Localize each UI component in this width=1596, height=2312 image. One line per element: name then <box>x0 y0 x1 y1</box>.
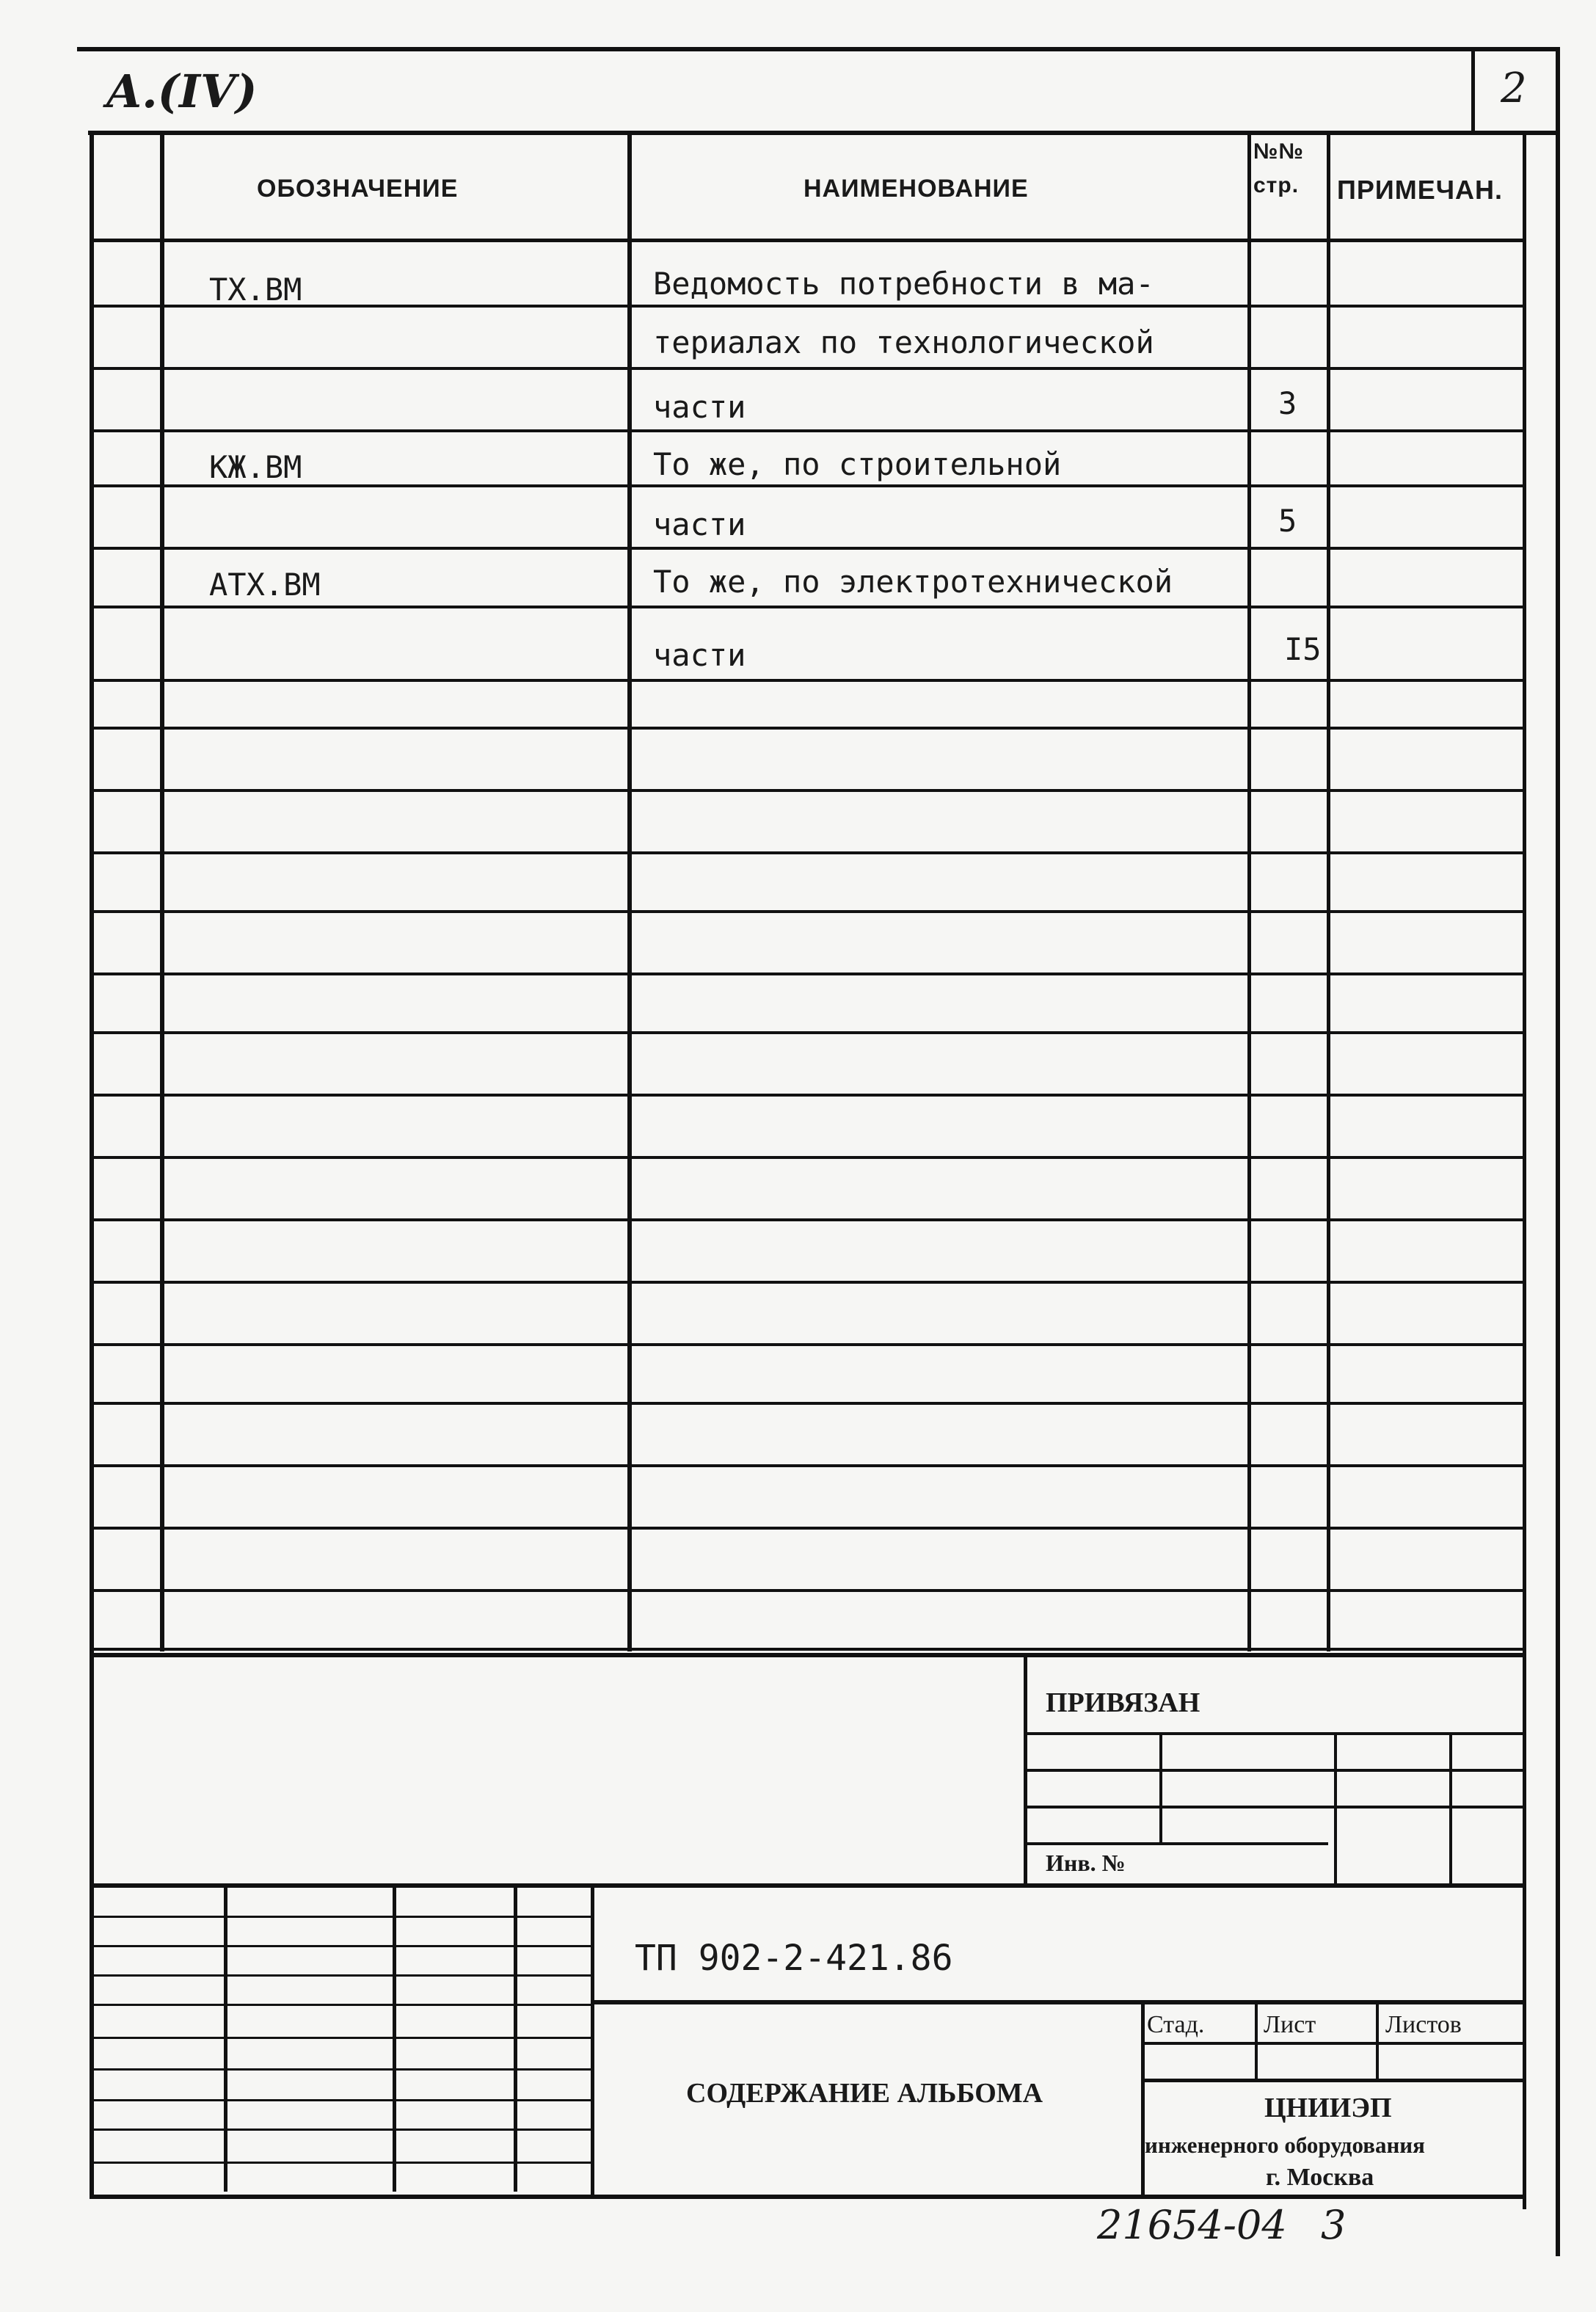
archive-sheet: 3 <box>1321 2202 1347 2248</box>
table-row-line <box>90 973 1526 975</box>
table-row-line <box>90 1094 1526 1097</box>
privyazan-line-3 <box>1027 1806 1523 1808</box>
album-code: A.(IV) <box>106 65 258 118</box>
stamp-left-col-4 <box>591 1883 594 2199</box>
stamp-row-line <box>90 1945 594 1947</box>
privyazan-line-2 <box>1027 1769 1523 1772</box>
stamp-top-line <box>90 1653 1526 1657</box>
row-5-page: 5 <box>1278 503 1297 539</box>
row-6-designation: АТХ.ВМ <box>209 567 321 603</box>
table-row-line <box>90 1464 1526 1467</box>
col-divider-1 <box>160 132 164 1651</box>
row-2-name: териалах по технологической <box>653 324 1154 360</box>
stamp-row-line <box>90 2068 594 2071</box>
stamp-bottom-line <box>90 2195 1526 2199</box>
table-row-line <box>90 1527 1526 1530</box>
table-row-line <box>90 1402 1526 1405</box>
stage-col-1 <box>1255 2002 1258 2082</box>
project-code: ТП 902-2-421.86 <box>635 1938 953 1979</box>
privyazan-col-3 <box>1449 1732 1452 1886</box>
row-5-name: части <box>653 506 746 542</box>
table-row-line <box>90 679 1526 682</box>
row-7-page: I5 <box>1284 631 1322 667</box>
org-department: инженерного оборудования <box>1145 2132 1425 2158</box>
sheet-label: Лист <box>1264 2011 1316 2038</box>
designation-header: ОБОЗНАЧЕНИЕ <box>257 175 459 203</box>
stage-label: Стад. <box>1147 2011 1205 2038</box>
stage-row-bottom-line <box>1141 2042 1526 2045</box>
row-4-name: То же, по строительной <box>653 446 1062 482</box>
stage-values-bottom-line <box>1141 2079 1526 2082</box>
row-6-name: То же, по электротехнической <box>653 564 1173 600</box>
table-row-line <box>90 429 1526 432</box>
table-row-line <box>90 727 1526 730</box>
inv-line <box>1027 1842 1328 1845</box>
col-divider-3 <box>1247 132 1251 1651</box>
archive-number: 21654-04 <box>1097 2202 1287 2248</box>
org-name: ЦНИИЭП <box>1264 2093 1392 2123</box>
row-7-name: части <box>653 637 746 673</box>
table-row-line <box>90 1156 1526 1159</box>
table-row-line <box>90 1648 1526 1651</box>
row-3-page: 3 <box>1278 385 1297 421</box>
table-row-line <box>90 1343 1526 1346</box>
table-row-line <box>90 547 1526 550</box>
row-3-name: части <box>653 389 746 425</box>
header-bottom-line <box>88 131 1556 135</box>
stamp-row-line <box>90 2037 594 2039</box>
row-1-designation: TX.BM <box>209 272 302 308</box>
table-row-line <box>90 305 1526 308</box>
page-number: 2 <box>1501 65 1527 112</box>
note-header: ПРИМЕЧАН. <box>1337 175 1504 205</box>
table-right-line <box>1523 132 1526 2209</box>
row-1-name: Ведомость потребности в ма- <box>653 266 1154 302</box>
stamp-row-line <box>90 1916 594 1918</box>
page-no-header-line2: стр. <box>1253 173 1300 197</box>
table-row-line <box>90 910 1526 913</box>
privyazan-line-1 <box>1027 1732 1523 1735</box>
frame-right-line <box>1556 47 1560 2256</box>
table-row-line <box>90 1218 1526 1221</box>
table-row-line <box>90 239 1526 242</box>
frame-left-line <box>90 132 94 2198</box>
table-row-line <box>90 1281 1526 1284</box>
stamp-row-line <box>90 2004 594 2006</box>
col-divider-4 <box>1327 132 1330 1651</box>
frame-top-line <box>77 47 1559 51</box>
stamp-row-line <box>90 1974 594 1977</box>
table-row-line <box>90 1589 1526 1592</box>
stamp-main-top-line <box>90 1883 1526 1888</box>
table-row-line <box>90 851 1526 854</box>
stamp-row-line <box>90 2129 594 2131</box>
table-row-line <box>90 606 1526 608</box>
table-row-line <box>90 367 1526 370</box>
project-code-bottom-line <box>591 2000 1526 2004</box>
page-no-header-line1: №№ <box>1253 139 1304 164</box>
stage-col-2 <box>1376 2002 1379 2082</box>
inv-label: Инв. № <box>1046 1850 1126 1876</box>
privyazan-col-2 <box>1334 1732 1337 1886</box>
doc-title: СОДЕРЖАНИЕ АЛЬБОМА <box>686 2078 1043 2109</box>
header-divider <box>1471 47 1475 134</box>
org-city: г. Москва <box>1266 2164 1374 2191</box>
col-divider-2 <box>627 132 632 1651</box>
row-4-designation: КЖ.ВМ <box>209 449 302 485</box>
table-row-line <box>90 789 1526 792</box>
table-row-line <box>90 484 1526 487</box>
org-block-left-line <box>1141 2002 1145 2199</box>
privyazan-col-1 <box>1159 1732 1162 1842</box>
privyazan-label: ПРИВЯЗАН <box>1046 1687 1200 1718</box>
sheets-label: Листов <box>1385 2011 1462 2038</box>
stamp-row-line <box>90 2162 594 2164</box>
name-header: НАИМЕНОВАНИЕ <box>804 175 1029 203</box>
stamp-row-line <box>90 2099 594 2101</box>
table-row-line <box>90 1031 1526 1034</box>
